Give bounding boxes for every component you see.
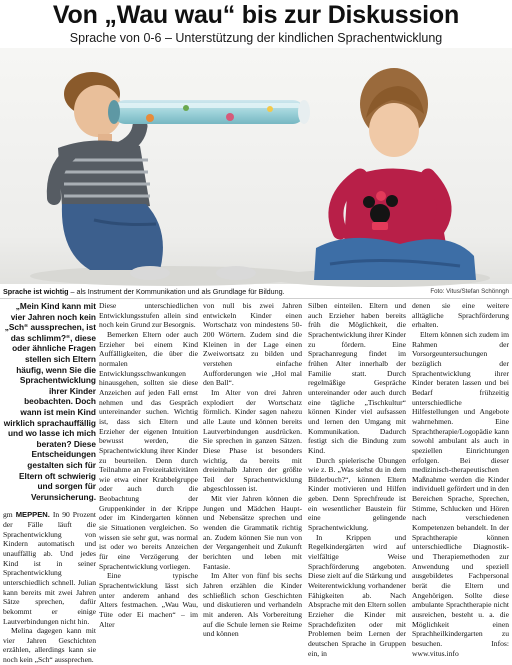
article-subheadline: Sprache von 0-6 – Unterstützung der kindlichen Sprachentwicklung bbox=[69, 31, 443, 45]
caption-text: – als Instrument der Kommunikation und als Grundlage für Bildung. bbox=[68, 287, 285, 296]
column-1 bbox=[3, 301, 96, 665]
body-paragraph: Bemerken Eltern oder auch Erzieher bei einem Kind Auffälligkeiten, die über die normalen Entwicklungsschwankungen hinausgehen, sollten sie diese Anzeichen auf jeden Fall ernst nehmen und das Gespräch untereinander suchen. Wichtig ist, dass sich Eltern und Erzieher der eigenen Intuition bewusst werden, die Sprachentwicklung ihrer Kinder zu beurteilen. Denn durch Teilnahme an Freizeitaktivitäten wie etwa einer Krabbelgruppe oder auch durch die Beobachtung der Gruppenkinder in der Krippe oder im Kindergarten können sie Situationen vergleichen. So wissen sie sehr gut, was normal ist oder wo bereits Anzeichen für eine Verzögerung der Sprachentwicklung vorliegen. bbox=[99, 329, 198, 571]
body-paragraph: In Krippen und Regelkindergärten wird auf vielfältige Weise Sprachförderung angeboten. Diese zielt auf die Stärkung und Weiterentwicklung vorhandener Fähigkeiten ab. Nach Absprache mit den Eltern sollen Erzieher die Kinder mit Sprachdefiziten oder mit Problemen beim Lernen der deutschen Sprache in Gruppen ein, in bbox=[308, 532, 406, 658]
divider bbox=[0, 298, 512, 299]
body-paragraph: Diese unterschiedlichen Entwicklungsstufen allein sind noch kein Grund zur Besorgnis. bbox=[99, 301, 198, 330]
article-photo bbox=[0, 48, 512, 284]
cardboard-tube bbox=[108, 100, 310, 124]
author-initials: gm bbox=[3, 510, 16, 520]
body-paragraph: Eltern können sich zudem im Rahmen der Vorsorgeuntersuchungen bezüglich der Sprachentwicklung ihrer Kinder beraten lassen und bei Bedarf frühzeitig unterschiedliche Hilfestellungen und Angebote wahrnehmen. Eine Sprachtherapie/Logopädie kann sowohl ambulant als auch in speziellen Einrichtungen erfolgen. Bei dieser medizinisch-therapeutischen Maßnahme werden die Kinder individuell gefördert und in den Bereichen Sprache, Sprechen, Stimme, Schlucken und Hören nach verschiedenen Kompetenzen behandelt. In der Sprachtherapie können unterschiedliche Diagnostik- und Therapiemethoden zur Anwendung und speziell ausgebildetes Fachpersonal berät die Eltern und Angehörigen. Sollte diese ambulante Sprachtherapie nicht ausreichen, besteht u. a. die Möglichkeit einen Sprachheilkindergarten zu besuchen. Infos: www.vitus.info bbox=[412, 329, 509, 658]
column-4 bbox=[308, 301, 406, 658]
body-paragraph: Silben einteilen. Eltern und auch Erzieher haben bereits früh die Möglichkeit, die Sprachentwicklung ihrer Kinder zu fördern. Eine Sprachanregung findet im frühen Alter innerhalb der Familie statt. Durch regelmäßige Gespräche untereinander oder auch durch eine tägliche „Tischkultur“ können Kinder viel aufsassen und lernen den Umgang mit Kommunikation. Dadurch festigt sich die Bindung zum Kind. bbox=[308, 301, 406, 455]
body-paragraph bbox=[3, 510, 96, 626]
body-paragraph: denen sie eine weitere alltägliche Sprachförderung erhalten. bbox=[412, 301, 509, 330]
body-paragraph: Melina dagegen kann mit vier Jahren Geschichten erzählen, allerdings kann sie noch kein „Sch“ aussprechen. bbox=[3, 626, 96, 665]
body-paragraph: Mit vier Jahren können die Jungen und Mädchen Haupt- und Nebensätze sprechen und wenden die Grammatik richtig an. Zudem können Sie nun von der Vergangenheit und Zukunft berichten und leben mit Fantasie. bbox=[203, 494, 302, 571]
body-text: In 90 Prozent der Fälle läuft die Sprachentwicklung von Kindern automatisch und unauffällig ab. Und jedes Kind ist in seiner Sprachentwicklung unterschiedlich schnell. Julian kann bereits mit zwei Jahren Sätze sprechen, dafür bekommt er einige Lautverbindungen nicht hin. bbox=[3, 510, 96, 626]
body-paragraph: von null bis zwei Jahren entwickeln Kinder einen Wortschatz von mindestens 50-200 Wörtern. Zudem sind die Kleinen in der Lage einen Zweiwortsatz zu bilden und verstehen einfache Aufforderungen wie „Hol mal den Ball“. bbox=[203, 301, 302, 388]
caption-lead: Sprache ist wichtig bbox=[3, 287, 69, 296]
body-paragraph: Durch spielerische Übungen wie z. B. „Was siehst du in dem Bilderbuch?“, können Eltern Kinder motivieren und Hilfen geben. Denn Sprechfreude ist ein wesentlicher Baustein für eine gelingende Sprachentwicklung. bbox=[308, 455, 406, 533]
body-paragraph: Im Alter von fünf bis sechs Jahren erzählen die Kinder schließlich schon Geschichten und diskutieren und verhandeln mit anderen. Als Vorbereitung auf die Schule lernen sie Reime und können bbox=[203, 571, 302, 639]
column-2 bbox=[99, 301, 198, 629]
column-3 bbox=[203, 301, 302, 639]
body-paragraph: Eine typische Sprachentwicklung lässt sich unter anderem anhand des Alters festmachen. „Wau Wau, Tüte oder Ei machen“ – im Alter bbox=[99, 571, 198, 629]
column-5 bbox=[412, 301, 509, 658]
body-paragraph: Im Alter von drei Jahren explodiert der Wortschatz förmlich. Kinder sagen nahezu alle Laute und können bereits Lautverbindungen ausdrücken. Sie sprechen in ganzen Sätzen. Diese Phase ist besonders wichtig, da bereits mit dreieinhalb Jahren der größte Teil der Sprachentwicklung abgeschlossen ist. bbox=[203, 387, 302, 494]
photo-credit: Foto: Vitus/Stefan Schönngh bbox=[430, 288, 509, 295]
article-headline: Von „Wau wau“ bis zur Diskussion bbox=[52, 1, 460, 29]
intro-teaser: „Mein Kind kann mit vier Jahren noch kein „Sch“ aussprechen, ist das schlimm?“, diese oder ähnliche Fragen stellen sich Eltern häufig, wenn Sie die Sprachentwicklung ihrer Kinder beobachten. Doch wann ist mein Kind wirklich sprachauffällig und wo lasse ich mich beraten? Diese Entscheidungen gestalten sich für Eltern oft schwierig und sorgen für Verunsicherung. bbox=[3, 301, 96, 502]
dateline: MEPPEN. bbox=[15, 510, 50, 520]
